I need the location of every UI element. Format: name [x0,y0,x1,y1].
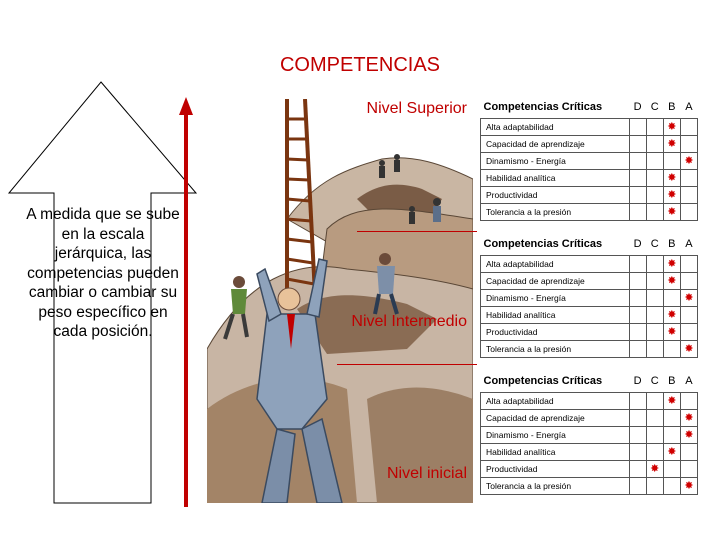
competency-row [481,136,698,153]
competency-name: Tolerancia a la presión [481,204,630,221]
col-a-header: A [685,100,693,113]
level-cell-b [663,153,680,170]
level-cell-c [646,324,663,341]
col-c-header: C [650,374,659,387]
competency-name: Alta adaptabilidad [481,256,630,273]
competency-row [481,204,698,221]
competency-name: Productividad [481,461,630,478]
col-a-header: A [685,374,693,387]
competency-name: Habilidad analítica [481,444,630,461]
level-cell-b [663,170,680,187]
level-cell-d [629,204,646,221]
level-cell-d [629,187,646,204]
level-marker-icon: ✸ [667,257,677,270]
table-header-row [481,370,698,393]
col-b-header: B [668,374,676,387]
level-cell-c [646,307,663,324]
col-b-header: B [668,237,676,250]
level-marker-icon: ✸ [667,274,677,287]
level-marker-icon: ✸ [684,291,694,304]
competency-name: Capacidad de aprendizaje [481,410,630,427]
table-header-title: Competencias Críticas [483,374,603,387]
competency-row [481,410,698,427]
level-cell-b [663,256,680,273]
level-cell-d [629,324,646,341]
level-cell-b [663,444,680,461]
competency-row [481,461,698,478]
level-marker-icon: ✸ [667,205,677,218]
level-cell-a [680,324,697,341]
level-marker-icon: ✸ [684,411,694,424]
competency-row [481,119,698,136]
level-cell-b [663,341,680,358]
level-cell-d [629,256,646,273]
level-cell-c [646,136,663,153]
competency-row [481,170,698,187]
level-cell-a [680,427,697,444]
competency-table-intermedio [480,233,698,358]
competency-name: Habilidad analítica [481,307,630,324]
level-marker-icon: ✸ [667,308,677,321]
level-cell-c [646,170,663,187]
level-cell-c [646,478,663,495]
level-cell-a [680,170,697,187]
level-cell-a [680,307,697,324]
level-cell-a [680,393,697,410]
level-cell-a [680,119,697,136]
level-cell-a [680,136,697,153]
competency-row [481,324,698,341]
level-cell-b [663,119,680,136]
competency-name: Dinamismo - Energía [481,427,630,444]
level-cell-c [646,290,663,307]
level-cell-d [629,273,646,290]
competency-name: Habilidad analítica [481,170,630,187]
level-marker-icon: ✸ [667,445,677,458]
level-cell-b [663,136,680,153]
level-cell-a [680,410,697,427]
competency-table-inicial [480,370,698,495]
level-intermedio-label: Nivel Intermedio [351,313,467,330]
level-cell-d [629,393,646,410]
competency-row [481,341,698,358]
level-cell-c [646,444,663,461]
level-cell-c [646,204,663,221]
level-separator-upper [357,231,477,232]
competency-table-superior [480,96,698,221]
level-cell-c [646,273,663,290]
level-cell-c [646,256,663,273]
competency-row [481,478,698,495]
level-marker-icon: ✸ [667,394,677,407]
level-cell-d [629,461,646,478]
level-marker-icon: ✸ [667,120,677,133]
level-marker-icon: ✸ [684,428,694,441]
competency-name: Tolerancia a la presión [481,478,630,495]
level-separator-lower [337,364,477,365]
level-cell-b [663,410,680,427]
competency-row [481,393,698,410]
level-cell-b [663,461,680,478]
competency-name: Productividad [481,187,630,204]
col-c-header: C [650,237,659,250]
level-marker-icon: ✸ [667,325,677,338]
level-cell-b [663,204,680,221]
level-cell-b [663,478,680,495]
table-header-title: Competencias Críticas [483,237,603,250]
level-cell-a [680,444,697,461]
level-cell-a [680,153,697,170]
competency-row [481,290,698,307]
col-b-header: B [668,100,676,113]
level-cell-d [629,119,646,136]
competency-name: Tolerancia a la presión [481,341,630,358]
level-marker-icon: ✸ [667,188,677,201]
col-d-header: D [633,374,642,387]
table-header-title: Competencias Críticas [483,100,603,113]
level-cell-d [629,136,646,153]
col-d-header: D [633,100,642,113]
level-cell-d [629,153,646,170]
level-marker-icon: ✸ [667,137,677,150]
competency-row [481,273,698,290]
competency-row [481,153,698,170]
level-marker-icon: ✸ [667,171,677,184]
level-cell-a [680,273,697,290]
competency-row [481,427,698,444]
level-cell-a [680,204,697,221]
level-cell-b [663,393,680,410]
page-title: COMPETENCIAS [279,54,441,76]
competency-name: Capacidad de aprendizaje [481,136,630,153]
level-cell-a [680,290,697,307]
competency-row [481,307,698,324]
level-cell-a [680,341,697,358]
level-cell-b [663,273,680,290]
level-cell-d [629,427,646,444]
level-cell-c [646,427,663,444]
level-cell-c [646,119,663,136]
level-cell-c [646,461,663,478]
competency-name: Dinamismo - Energía [481,153,630,170]
level-cell-d [629,444,646,461]
level-cell-b [663,307,680,324]
level-cell-c [646,393,663,410]
col-d-header: D [633,237,642,250]
competency-row [481,444,698,461]
level-inicial-label: Nivel inicial [386,465,467,482]
level-marker-icon: ✸ [684,342,694,355]
competency-name: Capacidad de aprendizaje [481,273,630,290]
level-cell-d [629,170,646,187]
level-cell-d [629,307,646,324]
col-a-header: A [685,237,693,250]
level-cell-d [629,478,646,495]
level-cell-b [663,324,680,341]
competency-row [481,256,698,273]
red-up-arrow [176,95,196,510]
level-marker-icon: ✸ [684,154,694,167]
competency-name: Dinamismo - Energía [481,290,630,307]
competency-name: Alta adaptabilidad [481,393,630,410]
level-cell-b [663,187,680,204]
level-cell-a [680,256,697,273]
level-marker-icon: ✸ [650,462,660,475]
level-cell-b [663,290,680,307]
level-cell-b [663,427,680,444]
level-cell-a [680,478,697,495]
side-description: A medida que se sube en la escala jerárquica, las competencias pueden cambiar o cambiar su peso específico en cada posición. [26,206,180,340]
climbing-illustration [207,99,473,503]
level-cell-c [646,410,663,427]
competency-name: Productividad [481,324,630,341]
table-header-row [481,96,698,119]
level-cell-c [646,153,663,170]
competency-name: Alta adaptabilidad [481,119,630,136]
level-cell-c [646,341,663,358]
col-c-header: C [650,100,659,113]
level-cell-a [680,461,697,478]
level-cell-d [629,341,646,358]
level-marker-icon: ✸ [684,479,694,492]
level-cell-a [680,187,697,204]
competency-row [481,187,698,204]
level-cell-d [629,410,646,427]
level-cell-c [646,187,663,204]
level-superior-label: Nivel Superior [366,100,467,117]
table-header-row [481,233,698,256]
level-cell-d [629,290,646,307]
